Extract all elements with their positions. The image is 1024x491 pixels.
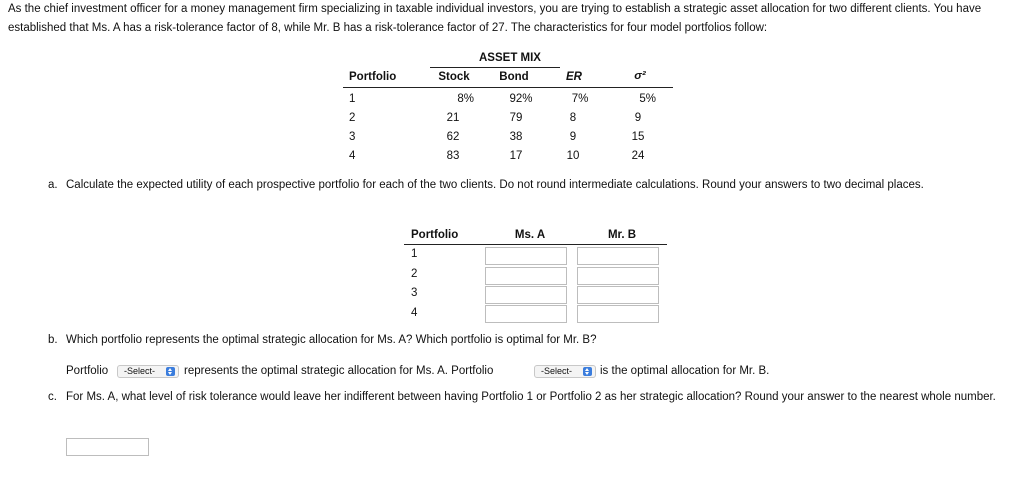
asset-mix-rule (430, 67, 560, 68)
part-b-middle: represents the optimal strategic allocation for Ms. A. Portfolio (184, 365, 494, 377)
cell-bond: 17 (509, 150, 523, 162)
part-b-question: Which portfolio represents the optimal strategic allocation for Ms. A? Which portfolio is optimal for Mr. B? (66, 334, 597, 346)
cell-sigma: 24 (631, 150, 645, 162)
part-b-suffix: is the optimal allocation for Mr. B. (600, 365, 770, 377)
problem-intro: As the chief investment officer for a money management firm specializing in taxable individual investors, you are trying to establish a strategic asset allocation for two different clients. You have established that Ms. A has a risk-tolerance factor of 8, while Mr. B has a risk-tolerance factor of 27. The characteristics for four model portfolios follow: (8, 3, 982, 34)
utility-row-label: 3 (411, 287, 418, 299)
cell-bond: 92% (509, 93, 533, 105)
select-arrows-icon (166, 367, 175, 376)
cell-stock: 83 (446, 150, 460, 162)
cell-er: 7% (571, 93, 589, 105)
ms-a-utility-input-4[interactable] (485, 305, 567, 323)
part-b-prefix: Portfolio (66, 365, 109, 377)
part-a-question: Calculate the expected utility of each prospective portfolio for each of the two clients. Do not round intermediate calculations. Round your answers to two decimal places. (66, 179, 924, 191)
cell-sigma: 15 (631, 131, 645, 143)
header-sigma: σ² (634, 70, 646, 82)
mr-b-utility-input-3[interactable] (577, 286, 659, 304)
mr-b-portfolio-select[interactable] (534, 365, 596, 378)
ms-a-utility-input-3[interactable] (485, 286, 567, 304)
ms-a-portfolio-select[interactable] (117, 365, 179, 378)
utility-row-label: 4 (411, 307, 418, 319)
part-c-label: c. (48, 391, 57, 403)
header-stock: Stock (438, 71, 470, 83)
utility-row-label: 2 (411, 268, 418, 280)
cell-sigma: 5% (639, 93, 656, 105)
select-arrows-icon (583, 367, 592, 376)
asset-mix-header: ASSET MIX (479, 52, 541, 64)
utility-header-portfolio: Portfolio (411, 229, 459, 241)
ms-a-utility-input-1[interactable] (485, 247, 567, 265)
cell-stock: 8% (457, 93, 474, 105)
ms-a-utility-input-2[interactable] (485, 267, 567, 285)
header-er: ER (566, 71, 582, 83)
utility-header-mr-b: Mr. B (607, 229, 637, 241)
cell-stock: 21 (446, 112, 460, 124)
cell-er: 10 (566, 150, 580, 162)
utility-header-rule (404, 244, 667, 245)
cell-portfolio: 1 (349, 93, 356, 105)
part-a-label: a. (48, 179, 58, 191)
mr-b-utility-input-1[interactable] (577, 247, 659, 265)
mr-b-utility-input-4[interactable] (577, 305, 659, 323)
cell-portfolio: 2 (349, 112, 356, 124)
cell-stock: 62 (446, 131, 460, 143)
mr-b-utility-input-2[interactable] (577, 267, 659, 285)
utility-header-ms-a: Ms. A (514, 229, 546, 241)
part-c-question: For Ms. A, what level of risk tolerance would leave her indifferent between having Portfolio 1 or Portfolio 2 as her strategic allocation? Round your answer to the nearest whole number. (66, 391, 996, 403)
ms-a-select-value: -Select- (124, 366, 156, 376)
header-bond: Bond (499, 71, 529, 83)
cell-bond: 79 (509, 112, 523, 124)
cell-er: 9 (569, 131, 577, 143)
mr-b-select-value: -Select- (541, 366, 573, 376)
cell-portfolio: 3 (349, 131, 356, 143)
cell-sigma: 9 (634, 112, 642, 124)
header-rule (343, 87, 673, 88)
risk-tolerance-input[interactable] (66, 438, 149, 456)
utility-row-label: 1 (411, 248, 418, 260)
cell-portfolio: 4 (349, 150, 356, 162)
header-portfolio: Portfolio (349, 71, 397, 83)
cell-er: 8 (569, 112, 577, 124)
part-b-label: b. (48, 334, 58, 346)
cell-bond: 38 (509, 131, 523, 143)
